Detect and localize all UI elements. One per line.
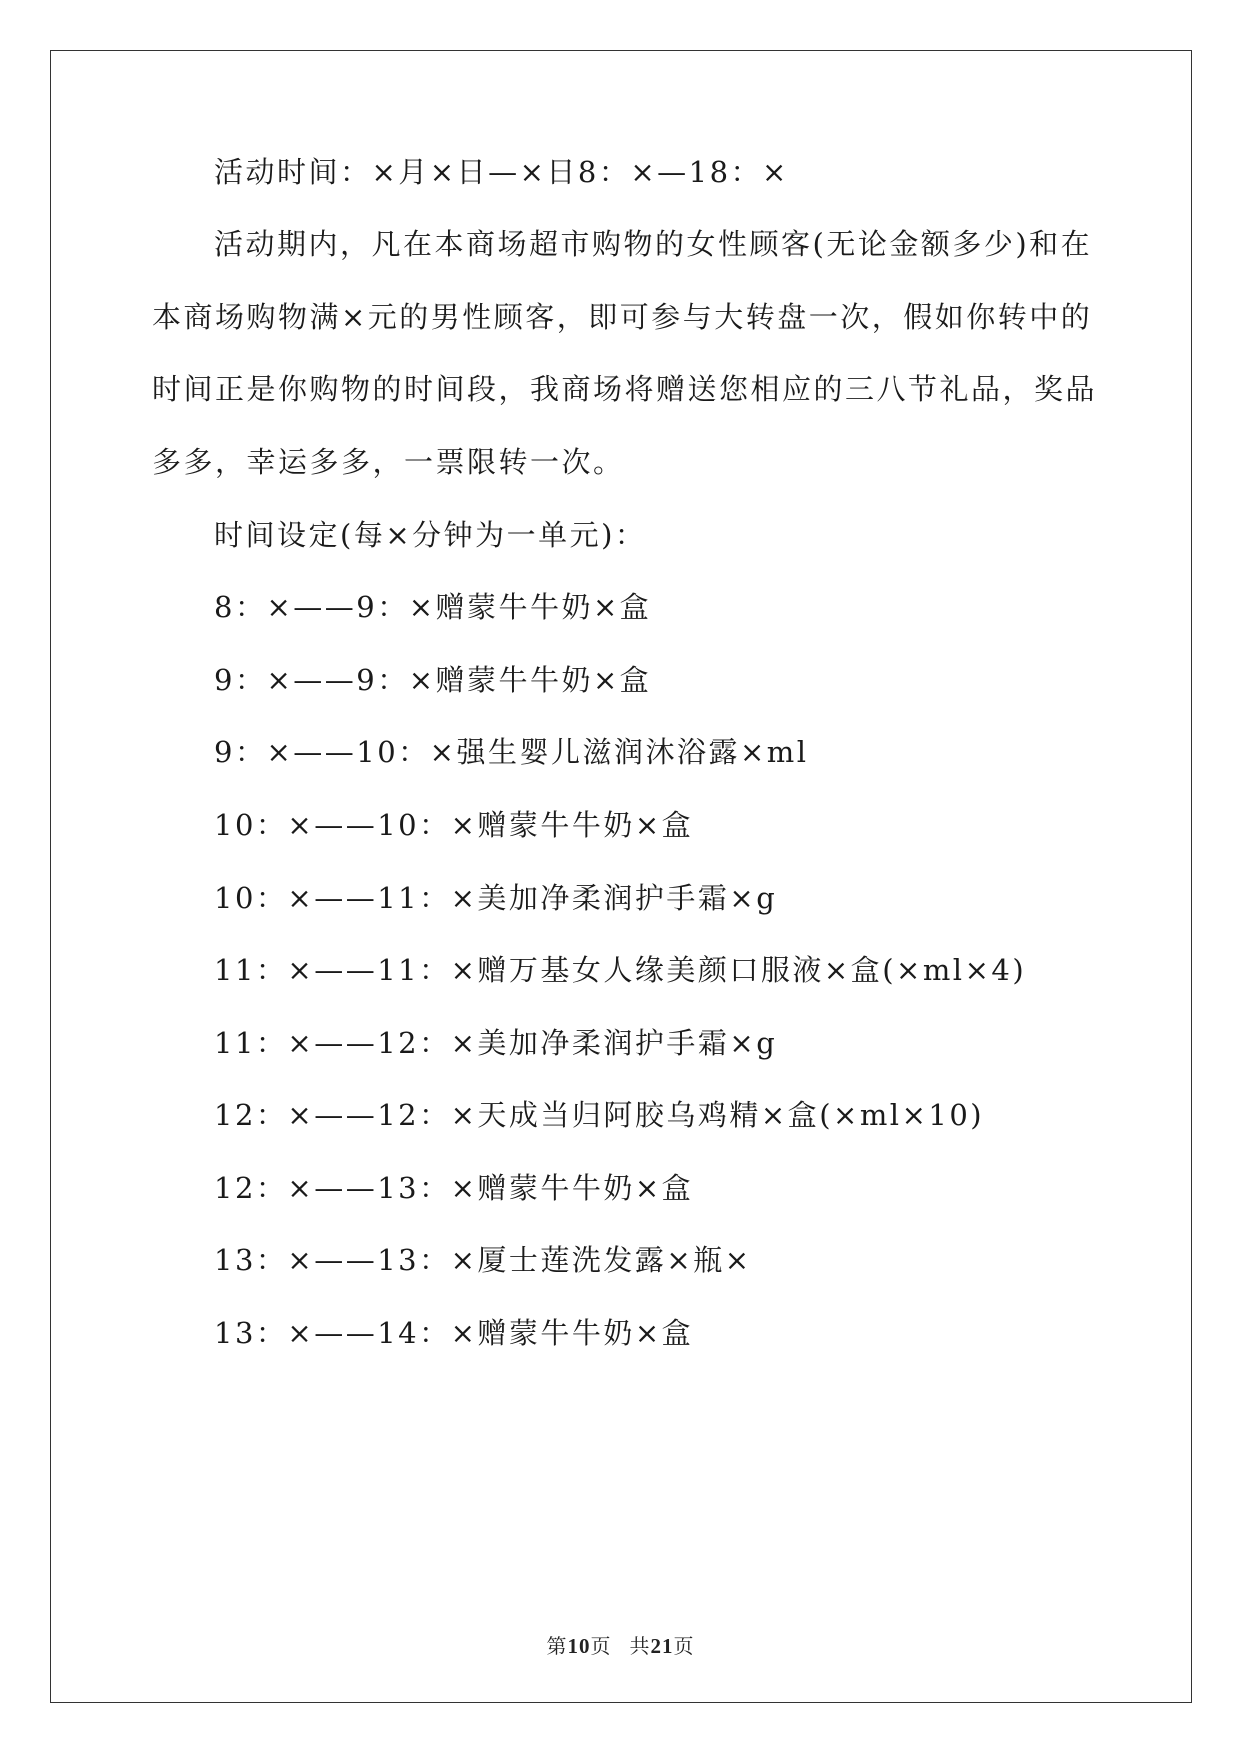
footer-page-number: 10 (567, 1634, 591, 1658)
description-line-4: 多多，幸运多多，一票限转一次。 (152, 445, 625, 479)
schedule-item: 13：×——13：×厦士莲洗发露×瓶× (214, 1243, 752, 1277)
footer-page-suffix: 页 (590, 1634, 612, 1658)
schedule-item: 9：×——9：×赠蒙牛牛奶×盒 (214, 663, 652, 697)
schedule-item: 10：×——10：×赠蒙牛牛奶×盒 (214, 808, 694, 842)
schedule-item: 12：×——12：×天成当归阿胶乌鸡精×盒(×ml×10) (214, 1098, 985, 1132)
schedule-item: 11：×——12：×美加净柔润护手霜×g (214, 1026, 778, 1060)
schedule-item: 13：×——14：×赠蒙牛牛奶×盒 (214, 1316, 694, 1350)
schedule-item: 11：×——11：×赠万基女人缘美颜口服液×盒(×ml×4) (214, 953, 1027, 987)
description-line-3: 时间正是你购物的时间段，我商场将赠送您相应的三八节礼品，奖品 (152, 372, 1098, 406)
activity-time: 活动时间：×月×日—×日8：×—18：× (214, 155, 789, 189)
footer-total-suffix: 页 (673, 1634, 695, 1658)
footer-total-prefix: 共 (629, 1634, 651, 1658)
time-setting-heading: 时间设定(每×分钟为一单元)： (214, 518, 647, 552)
footer-prefix: 第 (546, 1634, 568, 1658)
description-line-1: 活动期内，凡在本商场超市购物的女性顾客(无论金额多少)和在 (214, 227, 1093, 261)
schedule-item: 10：×——11：×美加净柔润护手霜×g (214, 881, 778, 915)
description-line-2: 本商场购物满×元的男性顾客，即可参与大转盘一次，假如你转中的 (152, 300, 1093, 334)
schedule-item: 12：×——13：×赠蒙牛牛奶×盒 (214, 1171, 694, 1205)
schedule-item: 9：×——10：×强生婴儿滋润沐浴露×ml (214, 735, 809, 769)
page-footer (0, 1630, 1241, 1659)
schedule-item: 8：×——9：×赠蒙牛牛奶×盒 (214, 590, 652, 624)
footer-total-pages: 21 (650, 1634, 674, 1658)
